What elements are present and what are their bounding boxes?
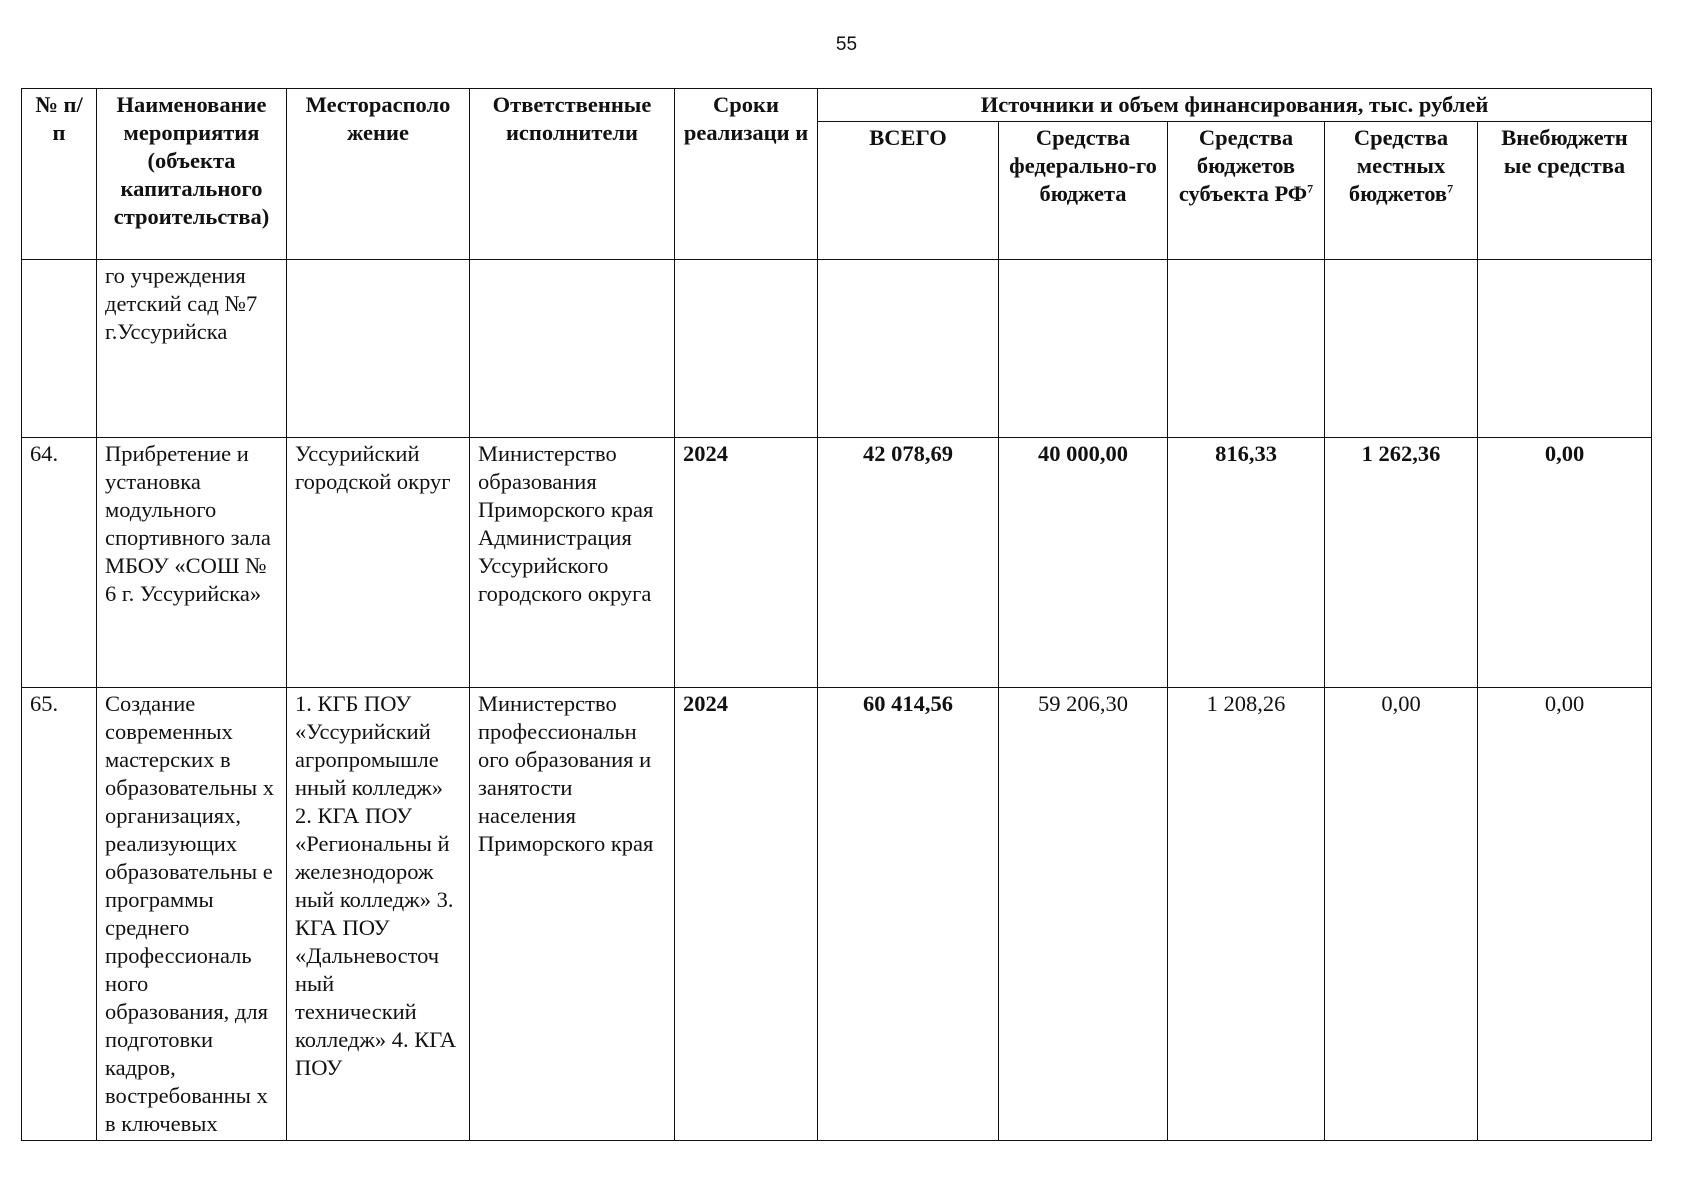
cell-responsible: Министерство образования Приморского края Администрация Уссурийского городского округа (470, 438, 675, 688)
cell-responsible: Министерство профессиональн ого образования и занятости населения Приморского края (470, 688, 675, 1141)
header-total: ВСЕГО (818, 122, 999, 260)
cell-local: 1 262,36 (1325, 438, 1478, 688)
cell-total: 42 078,69 (818, 438, 999, 688)
cell-extra: 0,00 (1478, 438, 1652, 688)
cell-local: 0,00 (1325, 688, 1478, 1141)
header-local-label: Средства местных бюджетов (1348, 125, 1449, 206)
footnote-mark: 7 (1307, 181, 1314, 196)
page-number: 55 (835, 34, 858, 55)
cell-subject: 816,33 (1168, 438, 1325, 688)
header-funding-group: Источники и объем финансирования, тыс. рублей (818, 89, 1652, 122)
cell-period: 2024 (675, 438, 818, 688)
header-num: № п/п (22, 89, 97, 260)
funding-table (21, 88, 1652, 1141)
header-subject-label: Средства бюджетов субъекта РФ (1178, 125, 1308, 206)
header-local (1325, 122, 1478, 260)
cell-local (1325, 260, 1478, 438)
table-row (22, 438, 1652, 688)
cell-location (287, 260, 470, 438)
cell-period: 2024 (675, 688, 818, 1141)
header-period: Сроки реализаци и (675, 89, 818, 260)
table-row (22, 688, 1652, 1141)
cell-period (675, 260, 818, 438)
cell-responsible (470, 260, 675, 438)
cell-name: Создание современных мастерских в образовательны х организациях, реализующих образовательны е программы среднего профессиональ ного образования, для подготовки кадров, востребованны х в ключевых (97, 688, 287, 1141)
cell-federal: 40 000,00 (999, 438, 1168, 688)
cell-extra (1478, 260, 1652, 438)
cell-total: 60 414,56 (818, 688, 999, 1141)
cell-subject: 1 208,26 (1168, 688, 1325, 1141)
cell-name: Прибретение и установка модульного спортивного зала МБОУ «СОШ № 6 г. Уссурийска» (97, 438, 287, 688)
cell-total (818, 260, 999, 438)
header-extra: Внебюджетн ые средства (1478, 122, 1652, 260)
cell-name: го учреждения детский сад №7 г.Уссурийска (97, 260, 287, 438)
cell-num: 65. (22, 688, 97, 1141)
cell-federal: 59 206,30 (999, 688, 1168, 1141)
cell-extra: 0,00 (1478, 688, 1652, 1141)
cell-location: Уссурийский городской округ (287, 438, 470, 688)
cell-subject (1168, 260, 1325, 438)
cell-num (22, 260, 97, 438)
table-row (22, 260, 1652, 438)
cell-location: 1. КГБ ПОУ «Уссурийский агропромышле нный колледж» 2. КГА ПОУ «Региональны й железнодорож ный колледж» 3. КГА ПОУ «Дальневосточ ный технический колледж» 4. КГА ПОУ (287, 688, 470, 1141)
header-subject (1168, 122, 1325, 260)
footnote-mark: 7 (1447, 181, 1454, 196)
header-federal: Средства федерально-го бюджета (999, 122, 1168, 260)
header-name: Наименование мероприятия (объекта капитального строительства) (97, 89, 287, 260)
header-responsible: Ответственные исполнители (470, 89, 675, 260)
cell-num: 64. (22, 438, 97, 688)
header-location: Месторасполо жение (287, 89, 470, 260)
cell-federal (999, 260, 1168, 438)
